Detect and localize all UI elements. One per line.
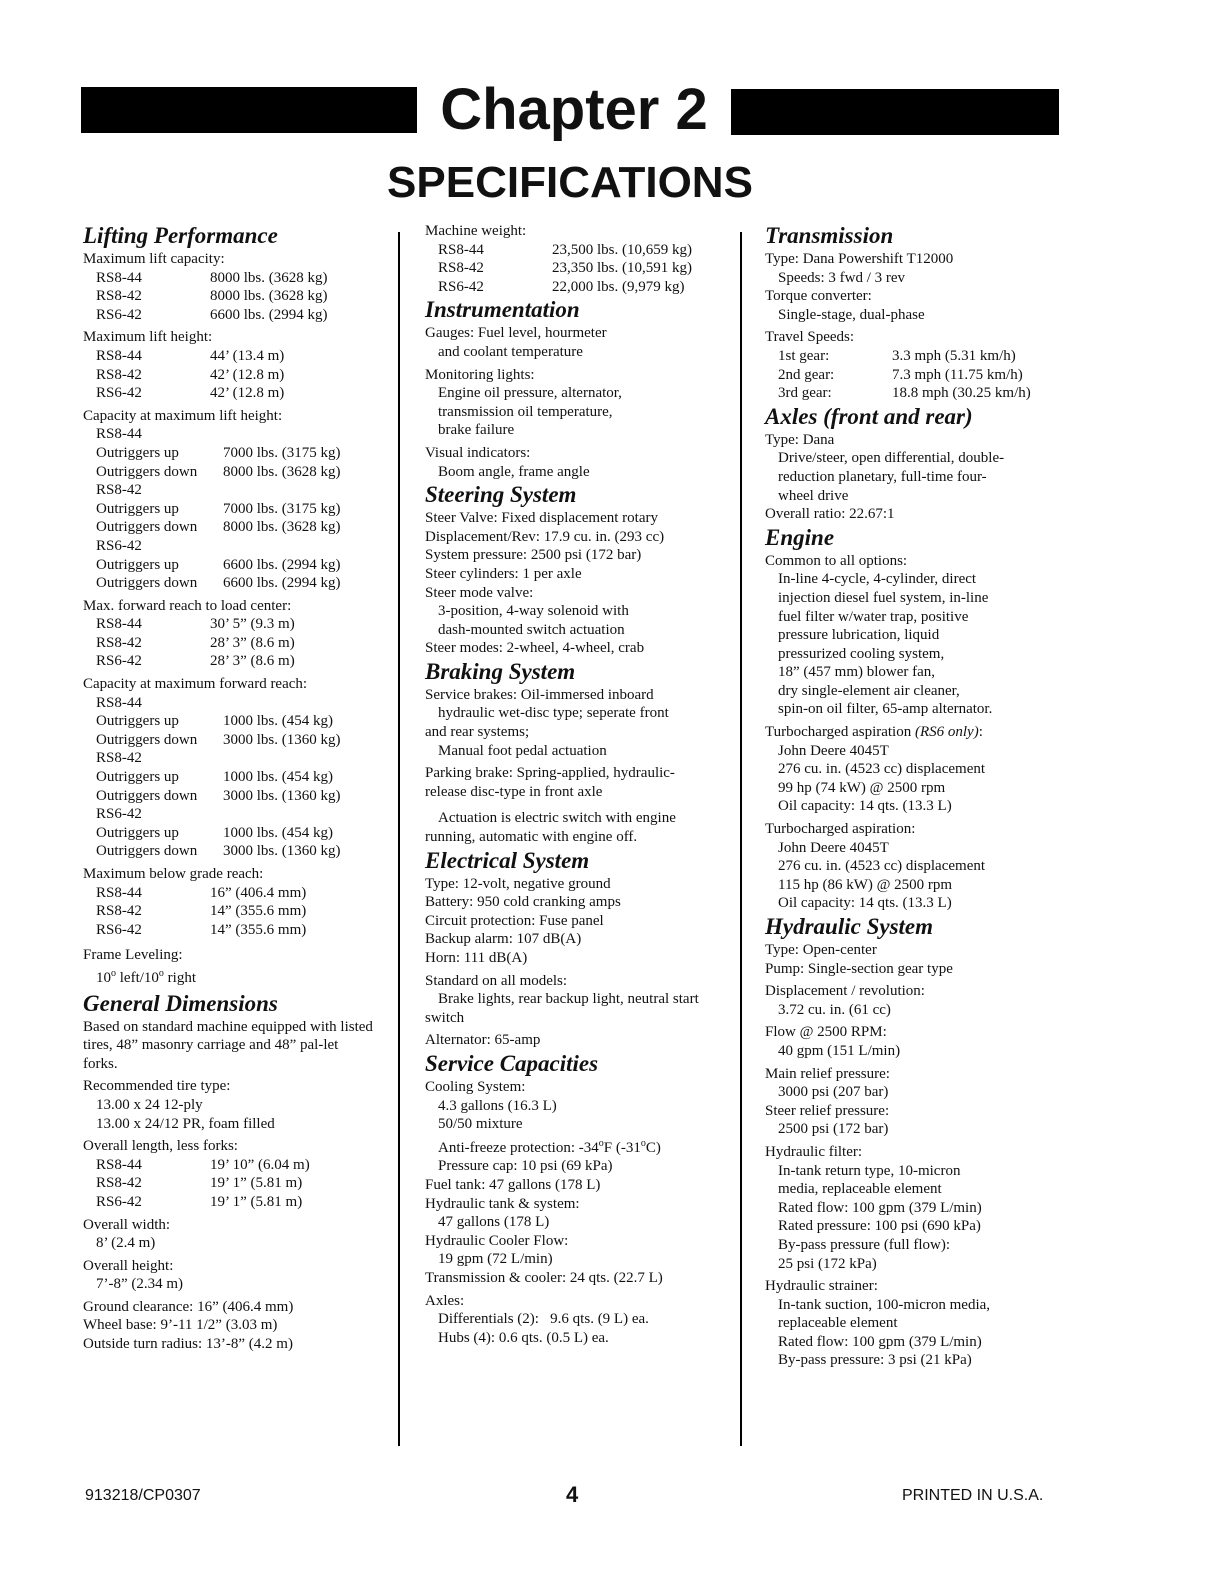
spec-row bbox=[425, 241, 725, 260]
value: 42’ (12.8 m) bbox=[210, 385, 285, 402]
spec-label: Overall width: bbox=[83, 1216, 171, 1233]
value: 22,000 lbs. (9,979 kg) bbox=[552, 278, 685, 295]
spec-line: pressurized cooling system, bbox=[778, 645, 945, 662]
spec-value: 7’-8” (2.34 m) bbox=[96, 1276, 184, 1293]
value: 3000 lbs. (1360 kg) bbox=[223, 731, 341, 748]
model: RS6-42 bbox=[96, 306, 142, 323]
spec-line: Outside turn radius: 13’-8” (4.2 m) bbox=[83, 1336, 293, 1353]
model: RS8-42 bbox=[438, 260, 484, 277]
text: C) bbox=[645, 1139, 661, 1156]
spec-line: Pump: Single-section gear type bbox=[765, 960, 953, 977]
value: 8000 lbs. (3628 kg) bbox=[223, 519, 341, 536]
section-heading-hydraulic: Hydraulic System bbox=[765, 914, 934, 939]
label: Outriggers up bbox=[96, 769, 179, 786]
spec-row bbox=[83, 463, 383, 482]
spec-row bbox=[83, 634, 383, 653]
value: 1000 lbs. (454 kg) bbox=[223, 769, 333, 786]
gear: 2nd gear: bbox=[778, 366, 835, 383]
spec-line: and coolant temperature bbox=[438, 343, 583, 360]
spec-line: Rated flow: 100 gpm (379 L/min) bbox=[778, 1199, 982, 1216]
spec-line: In-line 4-cycle, 4-cylinder, direct bbox=[778, 571, 977, 588]
spec-line: Gauges: Fuel level, hourmeter bbox=[425, 325, 607, 342]
spec-label: Turbocharged aspiration: bbox=[765, 821, 916, 838]
spec-line: Transmission & cooler: 24 qts. (22.7 L) bbox=[425, 1269, 663, 1286]
spec-label: Hydraulic filter: bbox=[765, 1143, 863, 1160]
spec-line: 18” (457 mm) blower fan, bbox=[778, 664, 936, 681]
turbo-rs6 bbox=[765, 723, 1065, 816]
label: Outriggers down bbox=[96, 843, 198, 860]
value: 6600 lbs. (2994 kg) bbox=[223, 556, 341, 573]
column-middle bbox=[425, 222, 725, 1347]
section-heading-dimensions: General Dimensions bbox=[83, 990, 278, 1016]
model: RS8-44 bbox=[96, 347, 142, 364]
hydraulic-filter bbox=[765, 1143, 1065, 1273]
model: RS8-44 bbox=[438, 241, 484, 258]
spec-label: Common to all options: bbox=[765, 552, 908, 569]
relief-pressures bbox=[765, 1065, 1065, 1139]
spec-line: Actuation is electric switch with engine bbox=[438, 810, 676, 827]
spec-line: 2500 psi (172 bar) bbox=[778, 1121, 889, 1138]
spec-line: 4.3 gallons (16.3 L) bbox=[438, 1097, 557, 1114]
spec-line: Type: Dana Powershift T12000 bbox=[765, 251, 954, 267]
spec-label: Displacement / revolution: bbox=[765, 983, 925, 1000]
value: 42’ (12.8 m) bbox=[210, 366, 285, 383]
spec-line: transmission oil temperature, bbox=[438, 403, 613, 420]
spec-row bbox=[83, 902, 383, 921]
value: 19’ 10” (6.04 m) bbox=[210, 1156, 310, 1173]
value: 16” (406.4 mm) bbox=[210, 884, 307, 901]
column-divider bbox=[740, 232, 742, 1446]
spec-line: Type: 12-volt, negative ground bbox=[425, 875, 611, 892]
section-heading-electrical: Electrical System bbox=[425, 847, 590, 873]
model: RS6-42 bbox=[96, 806, 142, 823]
spec-label: Machine weight: bbox=[425, 223, 527, 239]
spec-row bbox=[83, 652, 383, 671]
spec-line: John Deere 4045T bbox=[778, 742, 889, 759]
degree-value: 10 bbox=[96, 969, 111, 986]
spec-label: Maximum lift capacity: bbox=[83, 251, 225, 267]
spec-line: 276 cu. in. (4523 cc) displacement bbox=[778, 858, 986, 875]
spec-value bbox=[83, 969, 383, 988]
spec-line: pressure lubrication, liquid bbox=[778, 627, 940, 644]
value: 30’ 5” (9.3 m) bbox=[210, 616, 295, 633]
spec-line: brake failure bbox=[438, 422, 515, 439]
spec-row bbox=[83, 1193, 383, 1212]
degree-symbol: o bbox=[640, 1137, 646, 1149]
spec-line: Fuel tank: 47 gallons (178 L) bbox=[425, 1176, 601, 1193]
text: : bbox=[978, 724, 983, 741]
tire-type bbox=[83, 1077, 383, 1133]
model: RS8-44 bbox=[96, 1156, 142, 1173]
spec-line: Hubs (4): 0.6 qts. (0.5 L) ea. bbox=[438, 1329, 609, 1346]
spec-row bbox=[83, 787, 383, 806]
label: Outriggers up bbox=[96, 556, 179, 573]
spec-line: Oil capacity: 14 qts. (13.3 L) bbox=[778, 798, 952, 815]
spec-line: 3-position, 4-way solenoid with bbox=[438, 603, 629, 620]
spec-line: Drive/steer, open differential, double- bbox=[778, 450, 1005, 467]
section-heading-steering: Steering System bbox=[425, 482, 577, 508]
spec-row bbox=[83, 384, 383, 403]
spec-line: System pressure: 2500 psi (172 bar) bbox=[425, 547, 642, 564]
column-left bbox=[83, 222, 383, 1354]
spec-line: Service brakes: Oil-immersed inboard bbox=[425, 686, 654, 703]
spec-label: Maximum lift height: bbox=[83, 329, 213, 346]
spec-line: John Deere 4045T bbox=[778, 839, 889, 856]
value: 23,350 lbs. (10,591 kg) bbox=[552, 260, 692, 277]
spec-line: Manual foot pedal actuation bbox=[438, 742, 607, 759]
value: 18.8 mph (30.25 km/h) bbox=[892, 385, 1031, 402]
section-heading-instrumentation: Instrumentation bbox=[425, 297, 580, 323]
label: Outriggers down bbox=[96, 463, 198, 480]
spec-line: Speeds: 3 fwd / 3 rev bbox=[778, 269, 906, 286]
spec-line: 25 psi (172 kPa) bbox=[778, 1255, 877, 1272]
degree-value: 10 bbox=[143, 969, 159, 986]
spec-label: Main relief pressure: bbox=[765, 1065, 890, 1082]
spec-row bbox=[425, 259, 725, 278]
spec-line: Steer Valve: Fixed displacement rotary bbox=[425, 510, 658, 527]
spec-line: switch bbox=[425, 1009, 465, 1026]
overall-height bbox=[83, 1257, 383, 1294]
max-lift-height bbox=[83, 328, 383, 402]
model: RS8-42 bbox=[96, 750, 142, 767]
dimensions-intro: Based on standard machine equipped with listed tires, 48” masonry carriage and 48” pal-let forks. bbox=[83, 1018, 373, 1072]
machine-weight bbox=[425, 222, 725, 296]
below-grade-reach bbox=[83, 865, 383, 939]
spec-line: 276 cu. in. (4523 cc) displacement bbox=[778, 761, 986, 778]
spec-row bbox=[83, 287, 383, 306]
spec-label bbox=[765, 723, 1065, 742]
header-bar-left bbox=[81, 87, 417, 133]
spec-line: 40 gpm (151 L/min) bbox=[778, 1042, 901, 1059]
text: Anti-freeze protection: -34 bbox=[438, 1139, 599, 1156]
value: 1000 lbs. (454 kg) bbox=[223, 824, 333, 841]
value: 7.3 mph (11.75 km/h) bbox=[892, 366, 1023, 383]
model: RS8-44 bbox=[96, 426, 142, 443]
model: RS8-44 bbox=[96, 694, 142, 711]
spec-label: Hydraulic strainer: bbox=[765, 1278, 878, 1295]
value: 8000 lbs. (3628 kg) bbox=[210, 288, 328, 305]
document-number: 913218/CP0307 bbox=[85, 1487, 201, 1504]
capacity-max-reach bbox=[83, 675, 383, 861]
model: RS6-42 bbox=[438, 278, 484, 295]
spec-row bbox=[83, 842, 383, 861]
model: RS8-44 bbox=[96, 616, 142, 633]
spec-line: Overall ratio: 22.67:1 bbox=[765, 506, 895, 523]
spec-line: spin-on oil filter, 65-amp alternator. bbox=[778, 701, 993, 718]
spec-line: Circuit protection: Fuse panel bbox=[425, 912, 604, 929]
value: 7000 lbs. (3175 kg) bbox=[223, 500, 341, 517]
text: right bbox=[163, 969, 196, 986]
spec-line: Ground clearance: 16” (406.4 mm) bbox=[83, 1298, 294, 1315]
model: RS6-42 bbox=[96, 1193, 142, 1210]
spec-line: 3000 psi (207 bar) bbox=[778, 1084, 889, 1101]
page-title: SPECIFICATIONS bbox=[387, 158, 753, 207]
spec-row bbox=[83, 366, 383, 385]
column-divider bbox=[398, 232, 400, 1446]
model: RS8-42 bbox=[96, 634, 142, 651]
spec-line: reduction planetary, full-time four- bbox=[778, 468, 987, 485]
spec-line: Torque converter: bbox=[765, 288, 872, 305]
parking-brake bbox=[425, 764, 725, 801]
gear: 1st gear: bbox=[778, 347, 830, 364]
text: F (-31 bbox=[603, 1139, 641, 1156]
spec-label: Standard on all models: bbox=[425, 972, 568, 989]
spec-row bbox=[83, 500, 383, 519]
spec-line: 3.72 cu. in. (61 cc) bbox=[778, 1001, 891, 1018]
gear: 3rd gear: bbox=[778, 385, 832, 402]
label: Outriggers down bbox=[96, 731, 198, 748]
spec-value: 8’ (2.4 m) bbox=[96, 1235, 156, 1252]
spec-line: Parking brake: Spring-applied, hydraulic- bbox=[425, 765, 675, 782]
label: Outriggers up bbox=[96, 824, 179, 841]
model: RS6-42 bbox=[96, 537, 142, 554]
section-heading-transmission: Transmission bbox=[765, 223, 894, 248]
spec-line: Oil capacity: 14 qts. (13.3 L) bbox=[778, 895, 952, 912]
printed-notice: PRINTED IN U.S.A. bbox=[902, 1487, 1044, 1504]
spec-value: 13.00 x 24/12 PR, foam filled bbox=[96, 1115, 275, 1132]
header-bar-right bbox=[731, 89, 1059, 135]
hydraulic-flow bbox=[765, 1023, 1065, 1060]
hydraulic-displacement bbox=[765, 982, 1065, 1019]
text: left/ bbox=[116, 969, 144, 986]
spec-row bbox=[83, 712, 383, 731]
value: 28’ 3” (8.6 m) bbox=[210, 634, 295, 651]
label: Outriggers up bbox=[96, 500, 179, 517]
spec-line: 50/50 mixture bbox=[438, 1116, 523, 1133]
brake-actuation bbox=[425, 809, 725, 846]
standard-equipment bbox=[425, 972, 725, 1028]
misc-dimensions bbox=[83, 1298, 383, 1354]
value: 6600 lbs. (2994 kg) bbox=[210, 306, 328, 323]
label: Outriggers down bbox=[96, 787, 198, 804]
spec-label: Flow @ 2500 RPM: bbox=[765, 1024, 887, 1041]
turbo-rs8 bbox=[765, 820, 1065, 913]
spec-line: Brake lights, rear backup light, neutral start bbox=[438, 991, 699, 1008]
spec-row bbox=[83, 1156, 383, 1175]
spec-row bbox=[765, 347, 1065, 366]
spec-line: Steer cylinders: 1 per axle bbox=[425, 565, 582, 582]
max-forward-reach bbox=[83, 597, 383, 671]
overall-length bbox=[83, 1137, 383, 1211]
value: 1000 lbs. (454 kg) bbox=[223, 713, 333, 730]
spec-line: dry single-element air cleaner, bbox=[778, 682, 960, 699]
value: 19’ 1” (5.81 m) bbox=[210, 1175, 303, 1192]
spec-line: Single-stage, dual-phase bbox=[778, 306, 925, 323]
spec-label: Frame Leveling: bbox=[83, 947, 183, 964]
spec-line: By-pass pressure (full flow): bbox=[778, 1236, 951, 1253]
overall-width bbox=[83, 1216, 383, 1253]
spec-line: Horn: 111 dB(A) bbox=[425, 950, 528, 966]
spec-line: running, automatic with engine off. bbox=[425, 829, 638, 846]
model: RS6-42 bbox=[96, 921, 142, 938]
value: 23,500 lbs. (10,659 kg) bbox=[552, 241, 692, 258]
spec-row bbox=[765, 366, 1065, 385]
spec-line: Battery: 950 cold cranking amps bbox=[425, 894, 621, 911]
spec-label: Capacity at maximum lift height: bbox=[83, 407, 283, 424]
value: 8000 lbs. (3628 kg) bbox=[223, 463, 341, 480]
spec-line: replaceable element bbox=[778, 1315, 898, 1332]
spec-line: Steer mode valve: bbox=[425, 584, 534, 601]
spec-line: fuel filter w/water trap, positive bbox=[778, 608, 969, 625]
model: RS8-44 bbox=[96, 884, 142, 901]
section-heading-lifting: Lifting Performance bbox=[83, 223, 278, 248]
spec-line: Pressure cap: 10 psi (69 kPa) bbox=[438, 1158, 613, 1175]
spec-line: and rear systems; bbox=[425, 724, 530, 741]
spec-row bbox=[83, 921, 383, 940]
spec-line: Hydraulic tank & system: bbox=[425, 1195, 580, 1212]
spec-row bbox=[83, 615, 383, 634]
capacity-max-height bbox=[83, 407, 383, 593]
page-number: 4 bbox=[566, 1482, 579, 1507]
label: Outriggers up bbox=[96, 444, 179, 461]
spec-line: Steer modes: 2-wheel, 4-wheel, crab bbox=[425, 640, 645, 657]
value: 7000 lbs. (3175 kg) bbox=[223, 444, 341, 461]
max-lift-capacity bbox=[83, 250, 383, 324]
axle-capacities bbox=[425, 1292, 725, 1348]
spec-label: Travel Speeds: bbox=[765, 329, 855, 346]
chapter-title: Chapter 2 bbox=[440, 77, 708, 142]
spec-line: wheel drive bbox=[778, 487, 849, 504]
spec-label: Overall height: bbox=[83, 1257, 174, 1274]
frame-leveling bbox=[83, 946, 383, 987]
spec-row bbox=[765, 384, 1065, 403]
model: RS8-42 bbox=[96, 366, 142, 383]
spec-label: Overall length, less forks: bbox=[83, 1138, 238, 1155]
model: RS6-42 bbox=[96, 653, 142, 670]
spec-label: Monitoring lights: bbox=[425, 366, 535, 383]
spec-line: hydraulic wet-disc type; seperate front bbox=[438, 705, 669, 722]
spec-line: By-pass pressure: 3 psi (21 kPa) bbox=[778, 1352, 972, 1369]
value: 3.3 mph (5.31 km/h) bbox=[892, 347, 1016, 364]
degree-symbol: o bbox=[111, 967, 116, 979]
hydraulic-strainer bbox=[765, 1277, 1065, 1370]
spec-line: Type: Open-center bbox=[765, 942, 877, 958]
model: RS8-44 bbox=[96, 269, 142, 286]
spec-label: Cooling System: bbox=[425, 1078, 526, 1095]
spec-label: Maximum below grade reach: bbox=[83, 866, 264, 882]
model: RS6-42 bbox=[96, 385, 142, 402]
spec-row bbox=[83, 306, 383, 325]
spec-line: dash-mounted switch actuation bbox=[438, 621, 625, 638]
model: RS8-42 bbox=[96, 1175, 142, 1192]
spec-line: Engine oil pressure, alternator, bbox=[438, 385, 622, 402]
spec-value: 13.00 x 24 12-ply bbox=[96, 1096, 203, 1113]
spec-row bbox=[83, 824, 383, 843]
degree-symbol: o bbox=[158, 967, 164, 979]
value: 28’ 3” (8.6 m) bbox=[210, 653, 295, 670]
label: Outriggers down bbox=[96, 519, 198, 536]
value: 3000 lbs. (1360 kg) bbox=[223, 843, 341, 860]
spec-label: Steer relief pressure: bbox=[765, 1102, 890, 1119]
spec-row bbox=[83, 768, 383, 787]
spec-row bbox=[83, 884, 383, 903]
spec-line: Rated flow: 100 gpm (379 L/min) bbox=[778, 1333, 982, 1350]
label: Outriggers down bbox=[96, 575, 198, 592]
spec-row bbox=[83, 269, 383, 288]
spec-line: release disc-type in front axle bbox=[425, 783, 603, 800]
spec-line: Type: Dana bbox=[765, 431, 835, 448]
spec-line: injection diesel fuel system, in-line bbox=[778, 589, 989, 606]
value: 3000 lbs. (1360 kg) bbox=[223, 787, 341, 804]
model: RS8-42 bbox=[96, 482, 142, 499]
spec-line: media, replaceable element bbox=[778, 1181, 942, 1198]
spec-row bbox=[425, 278, 725, 297]
value: 6600 lbs. (2994 kg) bbox=[223, 575, 341, 592]
spec-label: Recommended tire type: bbox=[83, 1078, 231, 1095]
value: 44’ (13.4 m) bbox=[210, 347, 285, 364]
spec-row bbox=[83, 518, 383, 537]
label: Outriggers up bbox=[96, 713, 179, 730]
spec-line: In-tank suction, 100-micron media, bbox=[778, 1296, 991, 1313]
spec-line: 115 hp (86 kW) @ 2500 rpm bbox=[778, 876, 953, 893]
section-heading-axles: Axles (front and rear) bbox=[765, 403, 973, 429]
spec-row bbox=[83, 347, 383, 366]
spec-row bbox=[83, 731, 383, 750]
value: 14” (355.6 mm) bbox=[210, 921, 307, 938]
visual-indicators bbox=[425, 444, 725, 481]
value: 14” (355.6 mm) bbox=[210, 903, 307, 920]
degree-symbol: o bbox=[598, 1137, 604, 1149]
column-right bbox=[765, 222, 1065, 1370]
spec-line: Wheel base: 9’-11 1/2” (3.03 m) bbox=[83, 1317, 278, 1334]
section-heading-engine: Engine bbox=[765, 524, 835, 550]
text: Turbocharged aspiration bbox=[765, 724, 915, 741]
spec-line: Hydraulic Cooler Flow: bbox=[425, 1232, 569, 1249]
section-heading-service: Service Capacities bbox=[425, 1050, 599, 1076]
spec-label: Max. forward reach to load center: bbox=[83, 597, 292, 614]
value: 8000 lbs. (3628 kg) bbox=[210, 269, 328, 286]
model: RS8-42 bbox=[96, 903, 142, 920]
spec-row bbox=[83, 444, 383, 463]
spec-line: 19 gpm (72 L/min) bbox=[438, 1251, 553, 1268]
spec-line: 47 gallons (178 L) bbox=[438, 1214, 550, 1231]
spec-line: Displacement/Rev: 17.9 cu. in. (293 cc) bbox=[425, 528, 665, 545]
section-heading-braking: Braking System bbox=[425, 658, 576, 684]
spec-label: Axles: bbox=[425, 1292, 465, 1309]
spec-label: Visual indicators: bbox=[425, 444, 531, 461]
spec-row bbox=[83, 556, 383, 575]
monitoring-lights bbox=[425, 366, 725, 440]
spec-row bbox=[83, 574, 383, 593]
spec-line: In-tank return type, 10-micron bbox=[778, 1162, 961, 1179]
model: RS8-42 bbox=[96, 288, 142, 305]
spec-line: 99 hp (74 kW) @ 2500 rpm bbox=[778, 779, 946, 796]
spec-line: Rated pressure: 100 psi (690 kPa) bbox=[778, 1218, 981, 1235]
spec-line: Alternator: 65-amp bbox=[425, 1032, 541, 1049]
travel-speeds bbox=[765, 328, 1065, 402]
spec-line: Differentials (2): 9.6 qts. (9 L) ea. bbox=[438, 1311, 649, 1328]
value: 19’ 1” (5.81 m) bbox=[210, 1193, 303, 1210]
antifreeze-protection bbox=[425, 1139, 725, 1158]
spec-line: Backup alarm: 107 dB(A) bbox=[425, 931, 582, 948]
spec-row bbox=[83, 1174, 383, 1193]
spec-label: Capacity at maximum forward reach: bbox=[83, 676, 308, 693]
note: (RS6 only) bbox=[914, 724, 979, 741]
spec-line: Boom angle, frame angle bbox=[438, 463, 590, 480]
